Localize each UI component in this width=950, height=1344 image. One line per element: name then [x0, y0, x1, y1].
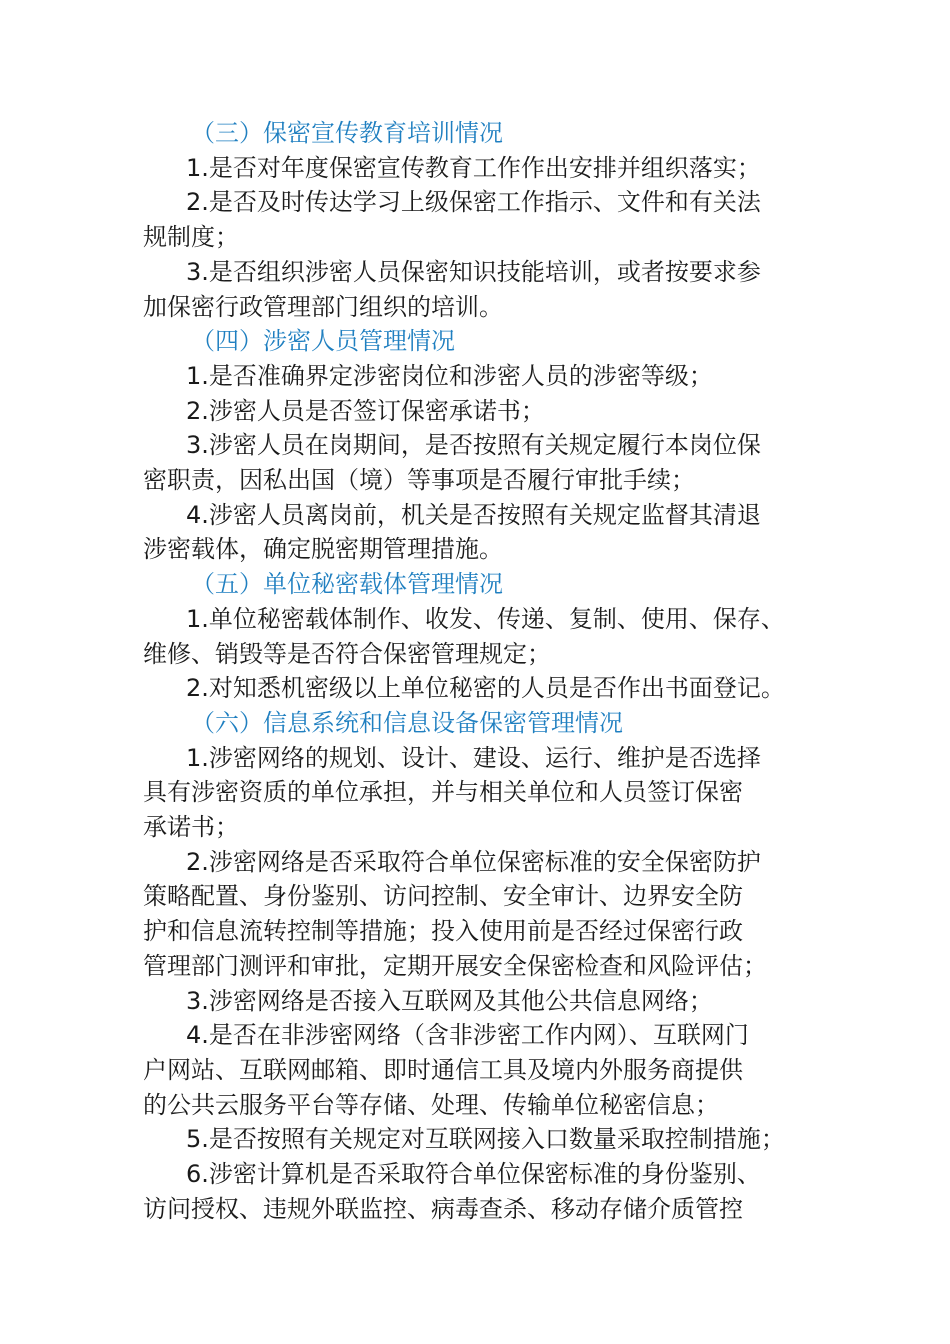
- list-item-continuation-line: 承诺书；: [143, 813, 239, 842]
- list-item-first-line: 3.涉密人员在岗期间，是否按照有关规定履行本岗位保: [186, 431, 761, 460]
- list-item-continuation-line: 涉密载体，确定脱密期管理措施。: [143, 535, 503, 564]
- list-item: [143, 1157, 823, 1226]
- list-item-continuation-line: 维修、销毁等是否符合保密管理规定；: [143, 639, 551, 668]
- document-body: [143, 116, 823, 1227]
- list-item: [143, 1018, 823, 1122]
- list-item-continuation-line: 加保密行政管理部门组织的培训。: [143, 292, 503, 321]
- list-item: [143, 671, 823, 706]
- list-item-first-line: 1.单位秘密载体制作、收发、传递、复制、使用、保存、: [186, 604, 785, 633]
- list-item-first-line: 3.涉密网络是否接入互联网及其他公共信息网络；: [186, 986, 713, 1015]
- list-item: [143, 602, 823, 671]
- list-item: [143, 359, 823, 394]
- list-item-first-line: 5.是否按照有关规定对互联网接入口数量采取控制措施；: [186, 1125, 785, 1154]
- list-item-first-line: 4.是否在非涉密网络（含非涉密工作内网）、互联网门: [186, 1021, 749, 1050]
- list-item: [143, 498, 823, 567]
- section-heading: （五）单位秘密载体管理情况: [191, 570, 503, 599]
- list-item-continuation-line: 户网站、互联网邮箱、即时通信工具及境内外服务商提供: [143, 1055, 743, 1084]
- list-item: [143, 185, 823, 254]
- list-item-continuation-line: 策略配置、身份鉴别、访问控制、安全审计、边界安全防: [143, 882, 743, 911]
- list-item: [143, 984, 823, 1019]
- list-item-first-line: 4.涉密人员离岗前，机关是否按照有关规定监督其清退: [186, 500, 761, 529]
- list-item-continuation-line: 的公共云服务平台等存储、处理、传输单位秘密信息；: [143, 1090, 719, 1119]
- list-item: [143, 151, 823, 186]
- list-item: [143, 845, 823, 984]
- list-item: [143, 741, 823, 845]
- list-item-continuation-line: 密职责，因私出国（境）等事项是否履行审批手续；: [143, 466, 695, 495]
- list-item: [143, 428, 823, 497]
- list-item: [143, 255, 823, 324]
- list-item-first-line: 1.涉密网络的规划、设计、建设、运行、维护是否选择: [186, 743, 761, 772]
- list-item-first-line: 2.涉密人员是否签订保密承诺书；: [186, 396, 545, 425]
- list-item-continuation-line: 具有涉密资质的单位承担，并与相关单位和人员签订保密: [143, 778, 743, 807]
- list-item-first-line: 1.是否准确界定涉密岗位和涉密人员的涉密等级；: [186, 361, 713, 390]
- list-item-continuation-line: 护和信息流转控制等措施；投入使用前是否经过保密行政: [143, 917, 743, 946]
- section-heading: （六）信息系统和信息设备保密管理情况: [191, 708, 623, 737]
- list-item: [143, 394, 823, 429]
- list-item: [143, 1122, 823, 1157]
- list-item-continuation-line: 管理部门测评和审批，定期开展安全保密检查和风险评估；: [143, 951, 767, 980]
- section-heading: （四）涉密人员管理情况: [191, 327, 455, 356]
- section-heading: （三）保密宣传教育培训情况: [191, 119, 503, 147]
- list-item-continuation-line: 规制度；: [143, 223, 239, 252]
- list-item-first-line: 2.涉密网络是否采取符合单位保密标准的安全保密防护: [186, 847, 761, 876]
- list-item-first-line: 2.是否及时传达学习上级保密工作指示、文件和有关法: [186, 188, 761, 217]
- list-item-continuation-line: 访问授权、违规外联监控、病毒查杀、移动存储介质管控: [143, 1194, 743, 1223]
- list-item-first-line: 2.对知悉机密级以上单位秘密的人员是否作出书面登记。: [186, 674, 785, 703]
- list-item-first-line: 1.是否对年度保密宣传教育工作作出安排并组织落实；: [186, 153, 761, 182]
- list-item-first-line: 3.是否组织涉密人员保密知识技能培训，或者按要求参: [186, 257, 761, 286]
- list-item-first-line: 6.涉密计算机是否采取符合单位保密标准的身份鉴别、: [186, 1160, 761, 1189]
